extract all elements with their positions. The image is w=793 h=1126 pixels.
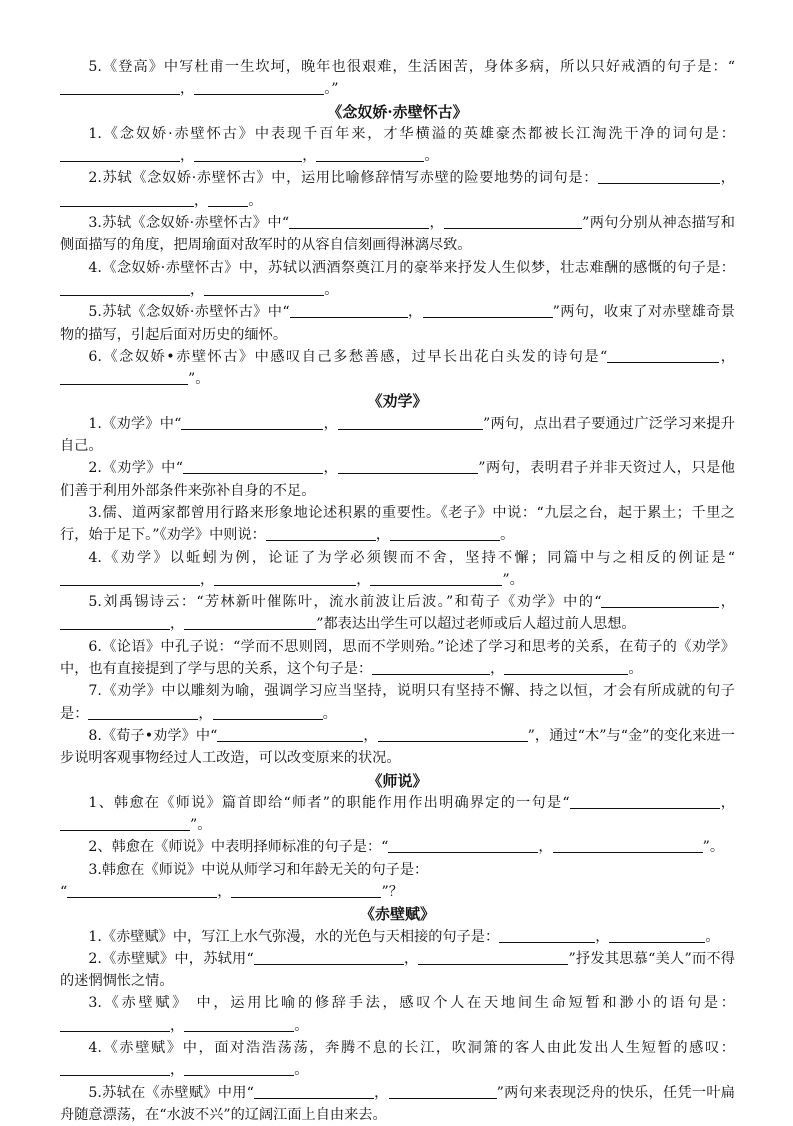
- answer-blank[interactable]: [231, 883, 381, 898]
- answer-blank[interactable]: [607, 348, 719, 363]
- question: 7.《劝学》中以雕刻为喻，强调学习应当坚持，说明只有坚持不懈、持之以恒，才会有所成就的句子是： ， 。: [60, 683, 735, 722]
- answer-blank[interactable]: [60, 571, 200, 586]
- question: 2.《赤壁赋》中，苏轼用“ ， ”抒发其思慕“美人”而不得的迷惘惆怅之情。: [60, 950, 735, 990]
- answer-blank[interactable]: [60, 192, 194, 207]
- question: 6.《论语》中孔子说：“学而不思则罔，思而不学则殆。”论述了学习和思考的关系，在荀子的《劝学》中，也有直接提到了学与思的关系，这个句子是： ， 。: [60, 638, 735, 678]
- answer-blank[interactable]: [289, 214, 429, 229]
- question: 8.《荀子•劝学》中“ ， ”，通过“木”与“金”的变化来进一步说明客观事物经过人工改造，可以改变原来的状况。: [60, 727, 735, 767]
- answer-blank[interactable]: [60, 147, 180, 162]
- section-title: 《劝学》: [367, 392, 428, 411]
- answer-blank[interactable]: [217, 727, 363, 742]
- answer-blank[interactable]: [266, 526, 376, 541]
- question: 3.儒、道两家都曾用行路来形象地论述积累的重要性。《老子》中说：“九层之台，起于累土；千里之行，始于足下。”《劝学》中则说： ， 。: [60, 504, 735, 544]
- question: 5.苏轼《念奴娇·赤壁怀古》中“ ， ”两句，收束了对赤壁雄奇景物的描写，引起后面对历史的缅怀。: [60, 304, 735, 343]
- question: 1.《念奴娇·赤壁怀古》中表现千百年来，才华横溢的英雄豪杰都被长江淘洗干净的词句是：， ， 。: [60, 123, 735, 168]
- answer-blank[interactable]: [60, 281, 190, 296]
- answer-blank[interactable]: [444, 214, 582, 229]
- answer-blank[interactable]: [184, 615, 316, 630]
- answer-blank[interactable]: [423, 303, 553, 318]
- answer-blank[interactable]: [504, 660, 628, 675]
- answer-blank[interactable]: [254, 1084, 374, 1099]
- answer-blank[interactable]: [214, 571, 356, 586]
- answer-blank[interactable]: [338, 415, 483, 430]
- answer-blank[interactable]: [316, 147, 424, 162]
- answer-blank[interactable]: [609, 928, 705, 943]
- section-title: 《赤壁赋》: [359, 905, 435, 924]
- answer-blank[interactable]: [338, 459, 478, 474]
- answer-blank[interactable]: [204, 281, 324, 296]
- answer-blank[interactable]: [60, 80, 180, 95]
- answer-blank[interactable]: [370, 571, 502, 586]
- question: 4.《劝学》以蚯蚓为例，论证了为学必须锲而不舍，坚持不懈；同篇中与之相反的例证是“， ， ”。: [60, 547, 735, 592]
- question: 4.《念奴娇·赤壁怀古》中，苏轼以洒酒祭奠江月的豪举来抒发人生似梦，壮志难酬的感慨的句子是：， 。: [60, 257, 735, 302]
- question: 1.《劝学》中“ ， ”两句，点出君子要通过广泛学习来提升自己。: [60, 415, 735, 455]
- answer-blank[interactable]: [194, 80, 324, 95]
- answer-blank[interactable]: [60, 370, 188, 385]
- answer-blank[interactable]: [60, 615, 170, 630]
- answer-blank[interactable]: [378, 727, 528, 742]
- answer-blank[interactable]: [499, 928, 595, 943]
- answer-blank[interactable]: [372, 660, 490, 675]
- section-title: 《师说》: [367, 771, 428, 790]
- question: 5.刘禹锡诗云：“芳林新叶催陈叶，流水前波让后波。”和荀子《劝学》中的“ ，， ”都表达出学生可以超过老师或后人超过前人思想。: [60, 591, 735, 636]
- question: 1、韩愈在《师说》篇首即给“师者”的职能作用作出明确界定的一句是“ ，”。: [60, 792, 735, 837]
- question: 5.苏轼在《赤壁赋》中用“ ， ”两句来表现泛舟的快乐，任凭一叶扁舟随意漂荡，在“水波不兴”的辽阔江面上自由来去。: [60, 1084, 735, 1123]
- question: 2、韩愈在《师说》中表明择师标准的句子是：“ ， ”。: [88, 839, 725, 856]
- answer-blank[interactable]: [570, 794, 720, 809]
- answer-blank[interactable]: [389, 1084, 497, 1099]
- answer-blank[interactable]: [418, 950, 568, 965]
- question: 1.《赤壁赋》中，写江上水气弥漫，水的光色与天相接的句子是： ， 。: [88, 928, 720, 945]
- answer-blank[interactable]: [181, 415, 323, 430]
- section-title: 《念奴娇·赤壁怀古》: [327, 102, 468, 121]
- answer-blank[interactable]: [60, 1017, 170, 1032]
- question: 3.韩愈在《师说》中说从师学习和年龄无关的句子是： “ ， ”？: [60, 861, 429, 900]
- question: 2.《劝学》中“ ， ”两句，表明君子并非天资过人，只是他们善于利用外部条件来弥补自身的不足。: [60, 460, 735, 499]
- question: 3.《赤壁赋》 中，运用比喻的修辞手法，感叹个人在天地间生命短暂和渺小的语句是：， 。: [60, 992, 735, 1037]
- question: 4.《赤壁赋》中，面对浩浩荡荡，奔腾不息的长江，吹洞箫的客人由此发出人生短暂的感叹：， 。: [60, 1037, 735, 1082]
- answer-blank[interactable]: [208, 192, 248, 207]
- answer-blank[interactable]: [184, 1017, 294, 1032]
- answer-blank[interactable]: [213, 705, 323, 720]
- question: 2.苏轼《念奴娇·赤壁怀古》中，运用比喻修辞情写赤壁的险要地势的词句是： ，， 。: [60, 167, 735, 212]
- question: 6.《念奴娇•赤壁怀古》中感叹自己多愁善感，过早长出花白头发的诗句是“ ，”。: [60, 346, 735, 391]
- answer-blank[interactable]: [60, 816, 190, 831]
- answer-blank[interactable]: [254, 950, 404, 965]
- question: 5.《登高》中写杜甫一生坎坷，晚年也很艰难，生活困苦，身体多病，所以只好戒酒的句子是：“， 。”: [60, 56, 735, 101]
- answer-blank[interactable]: [184, 1061, 294, 1076]
- answer-blank[interactable]: [598, 169, 720, 184]
- answer-blank[interactable]: [601, 593, 719, 608]
- answer-blank[interactable]: [194, 147, 302, 162]
- answer-blank[interactable]: [390, 526, 500, 541]
- answer-blank[interactable]: [88, 705, 198, 720]
- answer-blank[interactable]: [290, 303, 408, 318]
- answer-blank[interactable]: [388, 838, 538, 853]
- question: 3.苏轼《念奴娇·赤壁怀古》中“ ， ”两句分别从神态描写和侧面描写的角度，把周瑜面对敌军时的从容自信刻画得淋漓尽致。: [60, 215, 735, 254]
- answer-blank[interactable]: [183, 459, 323, 474]
- answer-blank[interactable]: [67, 883, 217, 898]
- answer-blank[interactable]: [60, 1061, 170, 1076]
- answer-blank[interactable]: [553, 838, 703, 853]
